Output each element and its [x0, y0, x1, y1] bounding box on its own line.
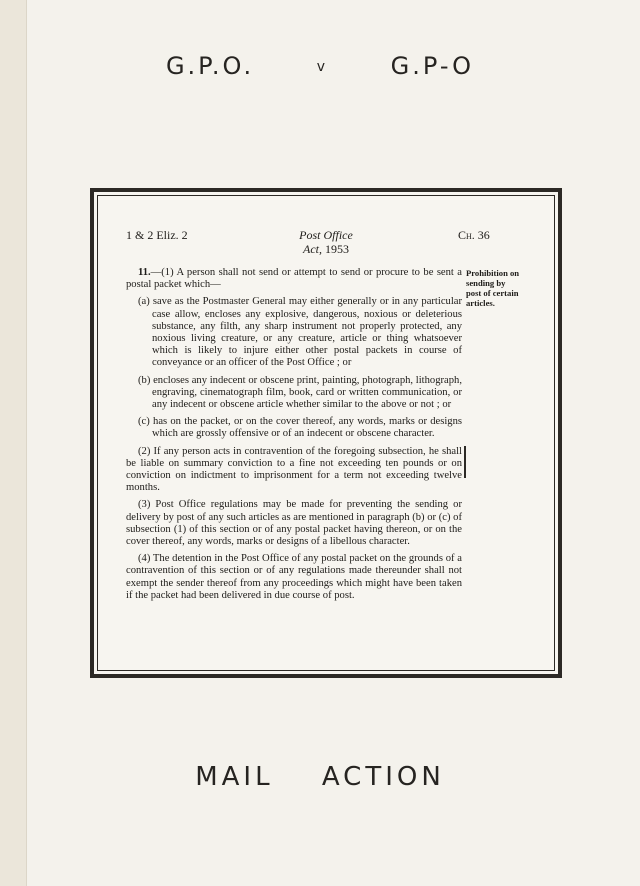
header-act-name: Post Office [299, 228, 353, 242]
section-intro-text: —(1) A person shall not send or attempt to send or procure to be sent a postal packet which— [126, 267, 462, 291]
margin-note: Prohibition on sending by post of certain articles. [466, 268, 520, 308]
paragraph-b [126, 375, 462, 412]
bottom-title-word-2: ACTION [321, 762, 445, 792]
header-act-year: 1953 [325, 242, 349, 256]
subsection-2: (2) If any person acts in contravention of the foregoing subsection, he shall be liable on summary conviction to a fine not exceeding ten pounds or on conviction on indictment to imprisonment for a term not exceeding twelve months. [126, 445, 462, 494]
cover-title-left: G.P.O. [165, 52, 255, 80]
cover-title-versus: v [316, 59, 329, 75]
bottom-title [0, 762, 640, 792]
book-spine-edge [0, 0, 27, 886]
paragraph-b-text: encloses any indecent or obscene print, painting, photograph, lithograph, engraving, cinematograph film, book, card or written communication, or any indecent or obscene article whether similar to the above or not ; or [152, 374, 462, 411]
statute-excerpt-frame [90, 188, 562, 678]
header-act-title [256, 228, 396, 256]
header-act-word: Act, [303, 242, 322, 256]
paragraph-a-text: save as the Postmaster General may either generally or in any particular case allow, encloses any explosive, dangerous, noxious or deleterious substance, any filth, any sharp instrument not properly protected, any noxious living creature, or any creature, article or thing whatsoever which is likely to injure either other postal packets in course of conveyance or an officer of the Post Office ; or [152, 296, 462, 369]
subsection-4: (4) The detention in the Post Office of any postal packet on the grounds of a contravention of this section or of any regulations made thereunder shall not exempt the sender thereof from any proceedings which might have been taken if the packet had been delivered in due course of post. [126, 553, 462, 601]
header-regnal-year: 1 & 2 Eliz. 2 [126, 228, 188, 242]
paragraph-c-text: has on the packet, or on the cover thereof, any words, marks or designs which are grossly offensive or of an indecent or obscene character. [152, 416, 462, 440]
cover-title [0, 52, 640, 80]
section-11-intro [126, 267, 462, 291]
amendment-margin-bar [464, 446, 466, 478]
header-chapter: Ch. 36 [458, 228, 490, 242]
section-number: 11. [138, 267, 151, 278]
subsection-3: (3) Post Office regulations may be made for preventing the sending or delivery by post of any such articles as are mentioned in paragraph (b) or (c) of subsection (1) of this section or of any postal packet having thereon, or on the cover thereof, any words, marks or designs of a libellous character. [126, 499, 462, 548]
bottom-title-word-1: MAIL [195, 762, 274, 792]
statute-body [126, 267, 462, 607]
paragraph-b-label: (b) [138, 374, 151, 386]
paragraph-a [126, 296, 462, 369]
paragraph-c-label: (c) [138, 416, 150, 428]
paragraph-a-label: (a) [138, 296, 150, 308]
cover-title-right: G.P-O [390, 52, 475, 80]
paragraph-c [126, 416, 462, 440]
